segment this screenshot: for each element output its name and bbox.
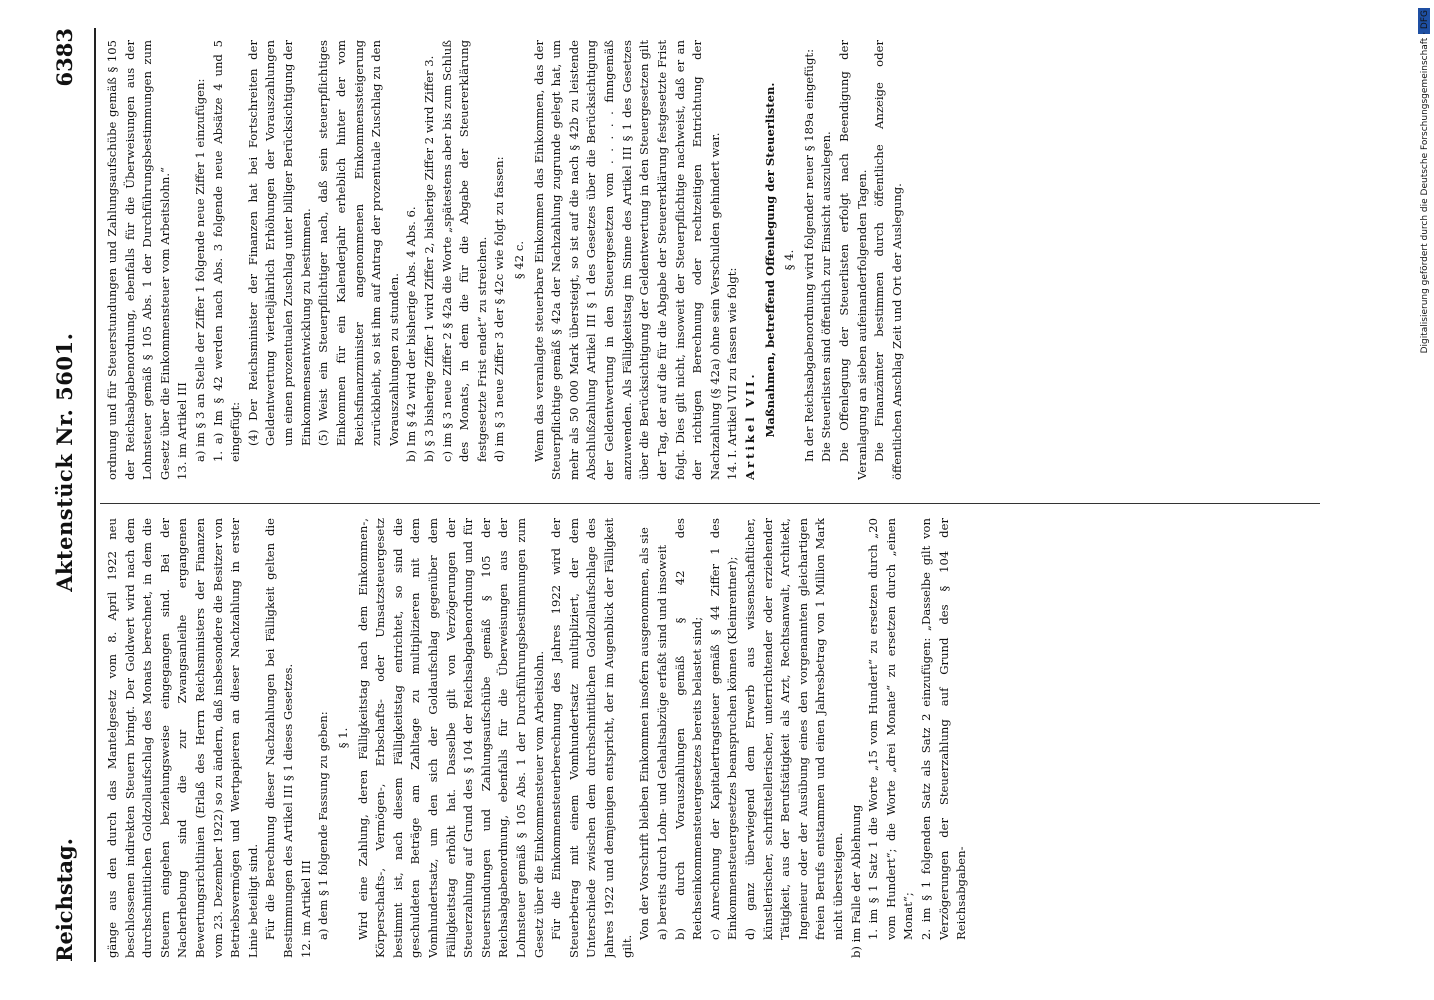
header-document-number: Aktenstück Nr. 5601. — [52, 332, 77, 592]
left-column-paragraph: 12. im Artikel III — [298, 860, 313, 958]
left-column-paragraph: Von der Vorschrift bleiben Einkommen insofern ausgenommen, als sie — [637, 527, 652, 940]
right-column-paragraph: c) im § 3 neue Ziffer 2 § 42a die Worte „spätestens aber bis zum Schluß des Monats, in dem die für die Abgabe der Steuererklärung festgesetzte Frist endet“ zu streichen. — [439, 40, 489, 462]
left-column-paragraph: a) dem § 1 folgende Fassung zu geben: — [316, 711, 331, 940]
left-column-paragraph: a) bereits durch Lohn- und Gehaltsabzüge erfaßt sind und insoweit — [654, 544, 669, 940]
left-column-paragraph: c) Anrechnung der Kapitalertragsteuer gemäß § 44 Ziffer 1 des Einkommensteuergesetzes beanspruchen können (Kleinrentner); — [707, 518, 740, 940]
digitization-note — [1418, 10, 1432, 990]
page-number: 6383 — [52, 28, 77, 87]
header-rule — [94, 28, 96, 962]
right-column-paragraph: (5) Weist ein Steuerpflichtiger nach, daß sein steuerpflichtiges Einkommen für ein Kalenderjahr erheblich hinter der vom Reichsfinanzminister angenommenen Einkommenssteigerung zurückbleibt, so ist ihm auf Antrag der prozentuale Zuschlag zu den Vorauszahlungen zu stunden. — [316, 40, 401, 446]
left-column-paragraph: § 1. — [335, 727, 350, 749]
right-column-paragraph: 1. a) Im § 42 werden nach Abs. 3 folgende neue Absätze 4 und 5 eingefügt: — [210, 40, 243, 462]
right-column-paragraph: b) § 3 bisherige Ziffer 1 wird Ziffer 2, bisherige Ziffer 2 wird Ziffer 3. — [421, 55, 436, 462]
right-column-paragraph: § 4. — [782, 249, 797, 271]
left-column-paragraph: 2. im § 1 folgenden Satz als Satz 2 einzufügen: „Dasselbe gilt von Verzögerungen der Steuerzahlung auf Grund des § 104 der Reichsabgaben- — [919, 518, 969, 940]
left-column-paragraph: gänge aus den durch das Mantelgesetz vom 8. April 1922 neu beschlossenen indirekten Steuern bringt. Der Goldwert wird nach dem durchschnittlichen Goldzollaufschlag des Monats berechnet, in dem die Steuern eingehen beziehungsweise eingegangen sind. Bei der Nacherhebung sind die zur Zwangsanleihe ergangenen Bewertungsrichtlinien (Erlaß des Herrn Reichsministers der Finanzen vom 23. Dezember 1922) so zu ändern, daß insbesondere die Besitzer von Betriebsvermögen und Wertpapieren an dieser Nachzahlung in erster Linie beteiligt sind. — [105, 518, 260, 958]
left-column-paragraph: d) ganz überwiegend dem Erwerb aus wissenschaftlicher, künstlerischer, schriftstellerischer, unterrichtender oder erziehender Tätigkeit, aus der Berufstätigkeit als Arzt, Rechtsanwalt, Architekt, Ingenieur oder der Ausübung eines den vorgenannten gleichartigen freien Berufs entstammen und einen Jahresbetrag von 1 Million Mark nicht übersteigen. — [742, 518, 845, 940]
right-column — [104, 40, 1334, 480]
page-header — [52, 28, 92, 962]
right-column-paragraph: 14. I. Artikel VII zu fassen wie folgt: — [725, 267, 740, 480]
right-column-paragraph: § 42 c. — [512, 240, 527, 280]
right-column-paragraph: 13. im Artikel III — [175, 382, 190, 480]
left-column-paragraph: Für die Berechnung dieser Nachzahlungen bei Fälligkeit gelten die Bestimmungen des Artikel III § 1 dieses Gesetzes. — [263, 518, 296, 958]
right-column-paragraph: b) Im § 42 wird der bisherige Abs. 4 Abs. 6. — [404, 206, 419, 462]
right-column-paragraph: ordnung und für Steuerstundungen und Zahlungsaufschübe gemäß § 105 der Reichsabgabenordnung, ebenfalls für die Überweisungen aus der Lohnsteuer gemäß § 105 Abs. 1 der Durchführungsbestimmungen zum Gesetz über die Einkommensteuer vom Arbeitslohn.“ — [105, 40, 172, 480]
right-column-paragraph: Artikel VII. — [742, 371, 757, 480]
left-column-paragraph: 1. im § 1 Satz 1 die Worte „15 vom Hundert“ zu ersetzen durch „20 vom Hundert“; die Worte „drei Monate“ zu ersetzen durch „einen Monat“; — [866, 518, 916, 940]
right-column-paragraph: Maßnahmen, betreffend Offenlegung der Steuerlisten. — [762, 82, 777, 438]
left-column-paragraph: Wird eine Zahlung, deren Fälligkeitstag nach dem Einkommen-, Körperschafts-, Vermögen-, Erbschafts- oder Umsatzsteuergesetz bestimmt ist, nach diesem Fälligkeitstag entrichtet, so sind die geschuldeten Beträge am Zahltage zu multiplizieren mit dem Vomhundertsatz, um den sich der Goldaufschlag gegenüber dem Fälligkeitstag erhöht hat. Dasselbe gilt von Verzögerungen der Steuerzahlung auf Grund des § 104 der Reichsabgabenordnung und für Steuerstundungen und Zahlungsaufschübe gemäß § 105 der Reichsabgabenordnung, ebenfalls für die Überweisungen aus der Lohnsteuer gemäß § 105 Abs. 1 der Durchführungsbestimmungen zum Gesetz über die Einkommensteuer vom Arbeitslohn. — [355, 518, 546, 958]
right-column-paragraph: In der Reichsabgabenordnung wird folgender neuer § 189a eingefügt: — [801, 49, 816, 462]
right-column-paragraph: d) im § 3 neue Ziffer 3 der § 42c wie folgt zu fassen: — [492, 156, 507, 462]
left-column-paragraph: b) durch Vorauszahlungen gemäß § 42 des Reichseinkommensteuergesetzes bereits belastet sind; — [672, 518, 705, 940]
column-divider — [100, 503, 1320, 504]
left-column — [104, 518, 1334, 958]
left-column-paragraph: b) im Falle der Ablehnung — [848, 804, 863, 958]
right-column-paragraph: a) im § 3 an Stelle der Ziffer 1 folgende neue Ziffer 1 einzufügen: — [193, 78, 208, 462]
header-left: Reichstag. — [52, 838, 77, 962]
right-column-paragraph: (4) Der Reichsminister der Finanzen hat bei Fortschreiten der Geldentwertung vierteljährlich Erhöhungen der Vorauszahlungen um einen prozentualen Zuschlag unter billiger Berücksichtigung der Einkommensentwicklung zu bestimmen. — [245, 40, 313, 446]
digitization-note-text: Digitalisierung gefördert durch die Deutsche Forschungsgemeinschaft · DFG — [1420, 10, 1430, 354]
right-column-paragraph: Die Finanzämter bestimmen durch öffentliche Anzeige oder öffentlichen Anschlag Zeit und Ort der Auslegung. — [872, 40, 904, 480]
right-column-paragraph: Wenn das veranlagte steuerbare Einkommen das Einkommen, das der Steuerpflichtige gemäß § 42a der Nachzahlung zugrunde gelegt hat, um mehr als 50 000 Mark übersteigt, so ist auf die nach § 42b zu leistende Abschlußzahlung Artikel III § 1 des Gesetzes über die Berücksichtigung der Geldentwertung in den Steuergesetzen vom . . . . . finngemäß anzuwenden. Als Fälligkeitstag im Sinne des Artikel III § 1 des Gesetzes über die Berücksichtigung der Geldentwertung in den Steuergesetzen gilt der Tag, der auf die für die Abgabe der Steuererklärung festgesetzte Frist folgt. Dies gilt nicht, insoweit der Steuerpflichtige nachweist, daß er an der richtigen Berechnung oder rechtzeitigen Entrichtung der Nachzahlung (§ 42a) ohne sein Verschulden gehindert war. — [531, 40, 722, 480]
right-column-paragraph: Die Offenlegung der Steuerlisten erfolgt nach Beendigung der Veranlagung an sieben aufeinanderfolgenden Tagen. — [836, 40, 869, 480]
left-column-paragraph: Für die Einkommensteuerberechnung des Jahres 1922 wird der Steuerbetrag mit einem Vomhundertsatz multipliziert, der dem Unterschiede zwischen dem durchschnittlichen Goldzollaufschlage des Jahres 1922 und demjenigen entspricht, der im Augenblick der Fälligkeit gilt. — [549, 518, 634, 958]
right-column-paragraph: Die Steuerlisten sind öffentlich zur Einsicht auszulegen. — [819, 131, 834, 462]
